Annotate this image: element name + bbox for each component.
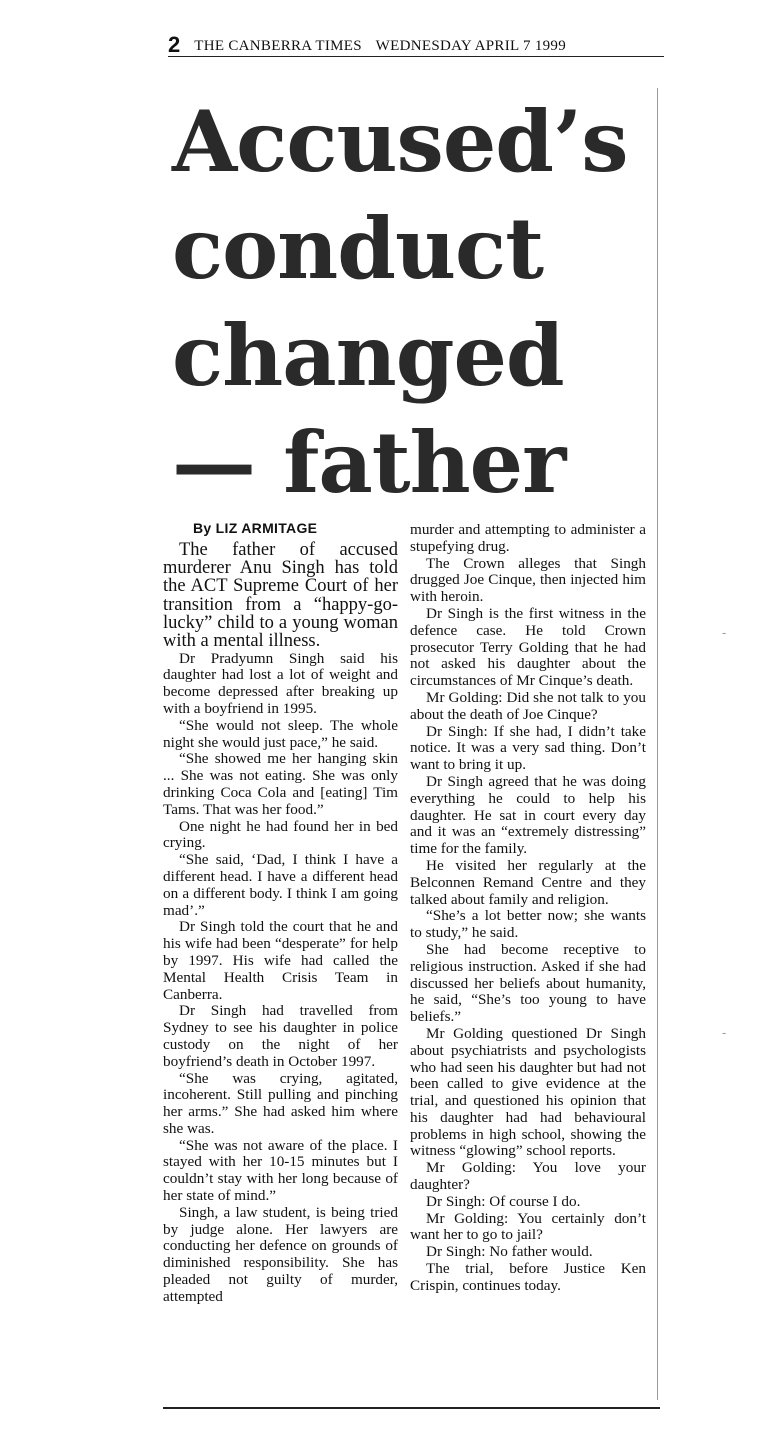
article-column-2 [410,522,646,1295]
headline-line: conduct [172,199,543,298]
scan-mark: - [722,625,727,640]
headline [172,88,662,516]
paragraph: “She was crying, agitated, incoherent. Still pulling and pinching her arms.” She had asked him where she was. [163,1069,398,1137]
paragraph: Mr Golding: Did she not talk to you about the death of Joe Cinque? [410,688,646,723]
paragraph: Singh, a law student, is being tried by judge alone. Her lawyers are conducting her defence on grounds of diminished responsibility. She has pleaded not guilty of murder, attempted [163,1203,398,1305]
paragraph: Dr Pradyumn Singh said his daughter had lost a lot of weight and become depressed after breaking up with a boyfriend in 1995. [163,649,398,717]
paragraph: “She would not sleep. The whole night she would just pace,” he said. [163,716,398,751]
headline-line: Accused’s [172,92,628,191]
paragraph: One night he had found her in bed crying. [163,817,398,852]
paragraph: Dr Singh: No father would. [426,1243,593,1261]
paragraph: “She was not aware of the place. I stayed with her 10-15 minutes but I couldn’t stay with her long because of her state of mind.” [163,1136,398,1205]
headline-line: changed [172,306,564,405]
headline-line: — father [172,413,566,512]
paragraph: “She showed me her hanging skin ... She was not eating. She was only drinking Coca Cola and [eating] Tim Tams. That was her food.” [163,750,398,818]
publication-date: WEDNESDAY APRIL 7 1999 [375,38,567,54]
paragraph: She had become receptive to religious instruction. Asked if she had discussed her beliefs about humanity, he said, “She’s too young to have beliefs.” [410,940,646,1026]
paragraph: The trial, before Justice Ken Crispin, continues today. [410,1260,646,1294]
paragraph: Mr Golding questioned Dr Singh about psychiatrists and psychologists who had seen his daughter but had not been called to give evidence at the trial, and questioned his opinion that his daughter had had behavioural problems in high school, showing the witness “glowing” school reports. [410,1024,646,1160]
paragraph: Mr Golding: You certainly don’t want her to go to jail? [410,1209,646,1244]
byline: By LIZ ARMITAGE [193,520,318,536]
paragraph: “She’s a lot better now; she wants to study,” he said. [410,907,646,942]
paragraph: The Crown alleges that Singh drugged Joe Cinque, then injected him with heroin. [410,554,646,606]
paragraph: Mr Golding: You love your daughter? [410,1159,646,1194]
masthead [168,34,664,57]
bottom-rule [163,1407,660,1409]
paragraph: murder and attempting to administer a stupefying drug. [410,521,646,555]
publication-name: THE CANBERRA TIMES [194,38,362,54]
paragraph: “She said, ‘Dad, I think I have a different head. I have a different head on a different body. I think I am going mad’.” [163,851,398,919]
scan-mark: - [722,1025,727,1040]
paragraph: Dr Singh agreed that he was doing everything he could to help his daughter. He sat in court every day and it was an “extremely distressing” time for the family. [410,772,646,858]
paragraph: Dr Singh: Of course I do. [426,1192,581,1210]
paragraph: Dr Singh: If she had, I didn’t take notice. It was a very sad thing. Don’t want to bring it up. [410,722,646,774]
paragraph: Dr Singh told the court that he and his wife had been “desperate” for help by 1997. His wife had called the Mental Health Crisis Team in Canberra. [163,918,398,1003]
paragraph: Dr Singh is the first witness in the defence case. He told Crown prosecutor Terry Golding that he had not asked his daughter about the circumstances of Mr Cinque’s death. [410,604,646,690]
lead-paragraph: The father of accused murderer Anu Singh has told the ACT Supreme Court of her transition from a “happy-go-lucky” child to a young woman with a mental illness. [163,539,398,652]
page-number: 2 [168,32,181,57]
paragraph: Dr Singh had travelled from Sydney to see his daughter in police custody on the night of her boyfriend’s death in October 1997. [163,1002,398,1070]
article-column-1 [163,520,398,1306]
column-rule [657,88,658,1400]
paragraph: He visited her regularly at the Belconnen Remand Centre and they talked about family and religion. [410,856,646,908]
